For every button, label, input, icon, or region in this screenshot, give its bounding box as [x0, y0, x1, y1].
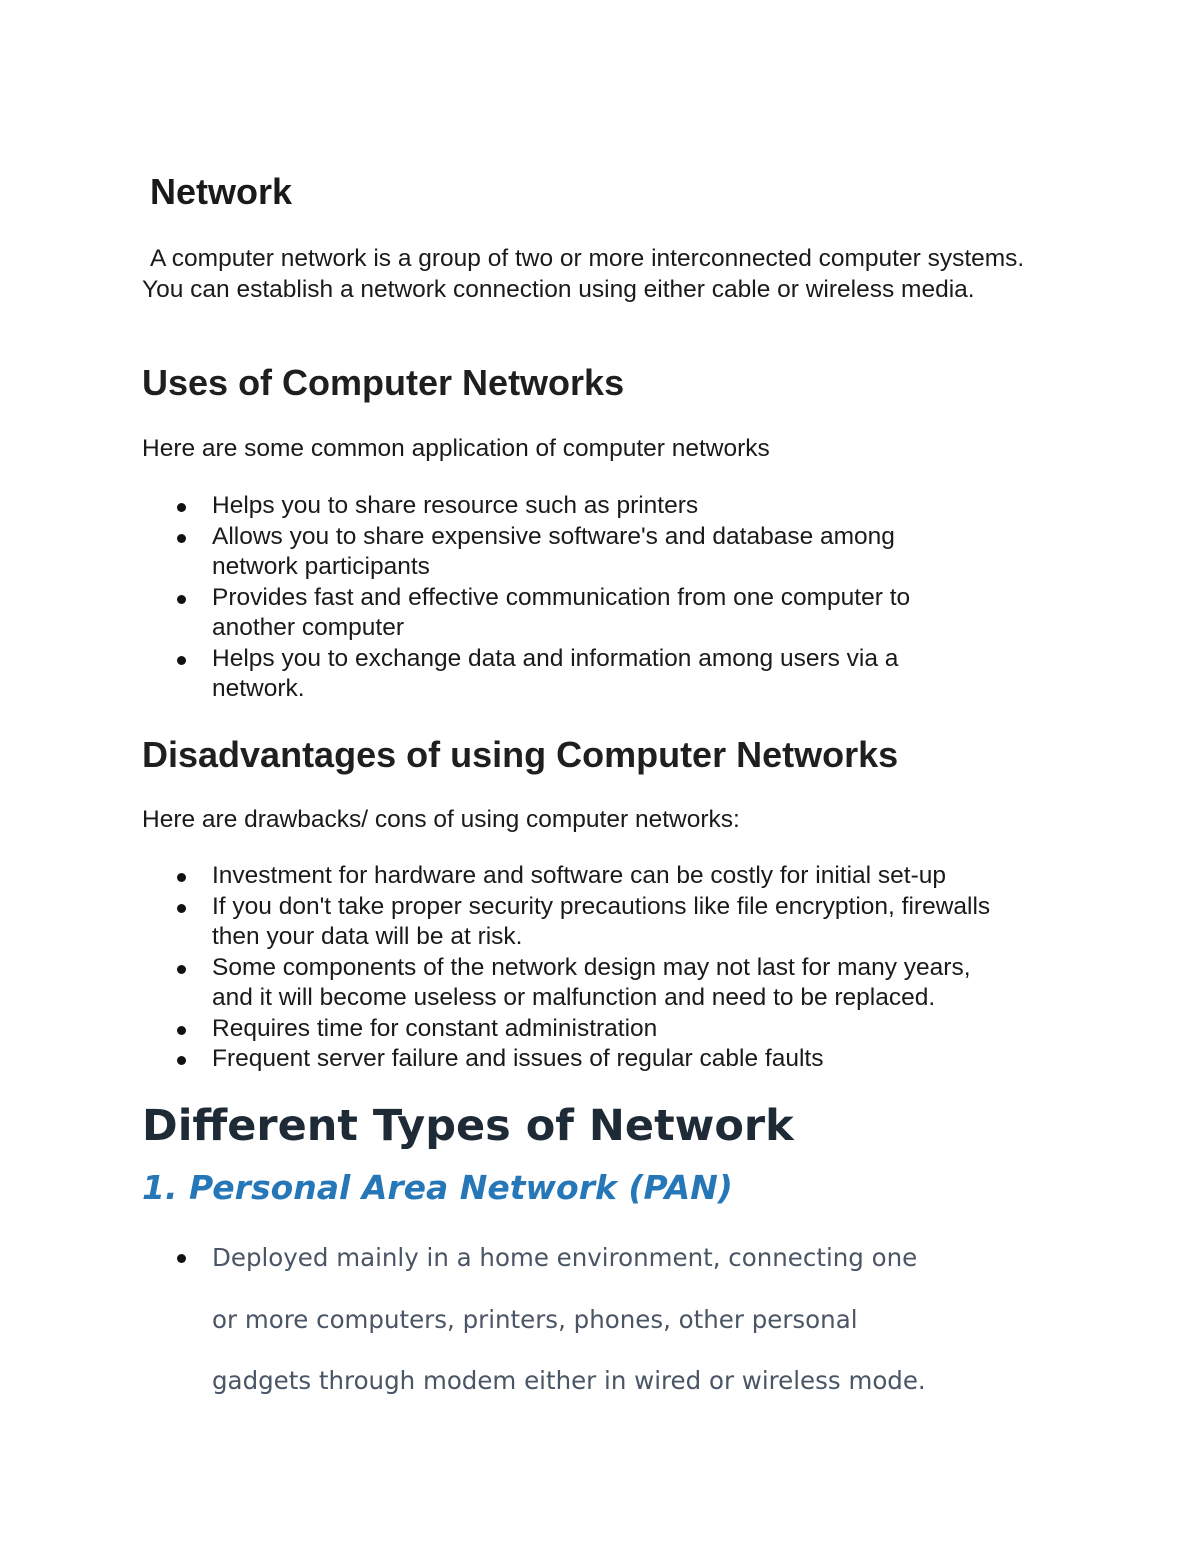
- types-heading: Different Types of Network: [142, 1101, 794, 1151]
- pan-list: [142, 1227, 1042, 1412]
- list-item: Helps you to share resource such as printers: [142, 491, 1042, 522]
- list-item: Investment for hardware and software can be costly for initial set-up: [142, 861, 1042, 892]
- list-item: Provides fast and effective communication from one computer to another computer: [142, 583, 1042, 644]
- disadvantages-list: [142, 861, 1042, 1075]
- pan-heading: 1. Personal Area Network (PAN): [142, 1168, 733, 1207]
- list-item: Frequent server failure and issues of regular cable faults: [142, 1044, 1042, 1075]
- intro-paragraph: A computer network is a group of two or more interconnected computer systems. You can establish a network connection using either cable or wireless media.: [142, 245, 1025, 303]
- uses-list: [142, 491, 1042, 705]
- list-item: Requires time for constant administration: [142, 1014, 1042, 1045]
- list-item: Some components of the network design may not last for many years, and it will become useless or malfunction and need to be replaced.: [142, 953, 1042, 1014]
- page-title: Network: [150, 171, 293, 212]
- uses-lead: Here are some common application of computer networks: [142, 435, 770, 462]
- uses-heading: Uses of Computer Networks: [142, 362, 625, 403]
- list-item: Deployed mainly in a home environment, connecting one or more computers, printers, phones, other personal gadgets through modem either in wired or wireless mode.: [142, 1227, 1042, 1412]
- disadvantages-lead: Here are drawbacks/ cons of using computer networks:: [142, 806, 740, 833]
- disadvantages-heading: Disadvantages of using Computer Networks: [142, 734, 899, 775]
- list-item: Helps you to exchange data and information among users via a network.: [142, 644, 1042, 705]
- list-item: Allows you to share expensive software's and database among network participants: [142, 522, 1042, 583]
- list-item: If you don't take proper security precautions like file encryption, firewalls then your data will be at risk.: [142, 892, 1042, 953]
